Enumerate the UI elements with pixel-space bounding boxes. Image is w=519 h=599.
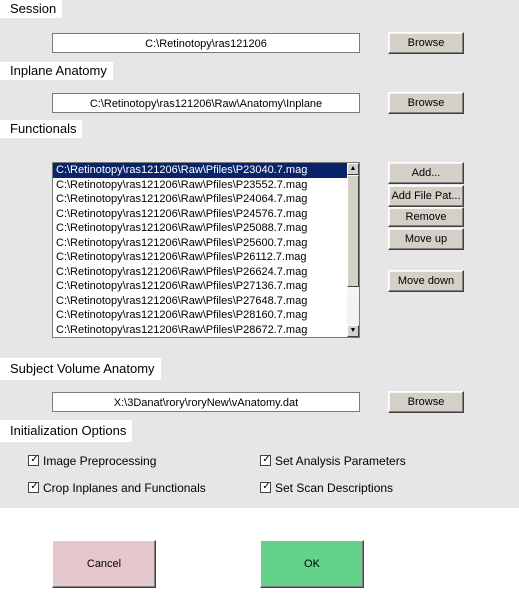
inplane-panel — [0, 62, 519, 120]
add-button[interactable]: Add... — [388, 162, 464, 184]
list-item[interactable]: C:\Retinotopy\ras121206\Raw\Pfiles\P25088.7.mag — [56, 222, 308, 234]
cancel-button[interactable]: Cancel — [52, 540, 156, 588]
set-analysis-params-label: Set Analysis Parameters — [275, 454, 406, 468]
inplane-browse-button[interactable]: Browse — [388, 92, 464, 114]
crop-inplanes-checkbox[interactable] — [28, 482, 39, 493]
list-item[interactable]: C:\Retinotopy\ras121206\Raw\Pfiles\P23040.7.mag — [53, 163, 348, 178]
list-item[interactable]: C:\Retinotopy\ras121206\Raw\Pfiles\P28672.7.mag — [56, 323, 308, 336]
checkmark-icon: ✓ — [30, 454, 39, 466]
scroll-down-arrow-icon[interactable]: ▼ — [347, 325, 359, 337]
set-scan-descriptions-checkbox[interactable] — [260, 482, 271, 493]
scroll-thumb[interactable] — [347, 175, 359, 287]
file-list-scrollbar[interactable] — [347, 163, 359, 337]
inplane-title: Inplane Anatomy — [0, 62, 113, 80]
list-item[interactable]: C:\Retinotopy\ras121206\Raw\Pfiles\P26624.7.mag — [56, 265, 308, 278]
move-down-button[interactable]: Move down — [388, 270, 464, 292]
list-item[interactable]: C:\Retinotopy\ras121206\Raw\Pfiles\P27648.7.mag — [56, 294, 308, 307]
inplane-path-field[interactable]: C:\Retinotopy\ras121206\Raw\Anatomy\Inplane — [52, 93, 360, 113]
subject-volume-title: Subject Volume Anatomy — [0, 358, 161, 380]
image-preprocessing-checkbox[interactable] — [28, 455, 39, 466]
set-analysis-params-checkbox[interactable] — [260, 455, 271, 466]
subject-volume-browse-button[interactable]: Browse — [388, 391, 464, 413]
session-path-field[interactable]: C:\Retinotopy\ras121206 — [52, 33, 360, 53]
functionals-file-list[interactable] — [52, 162, 360, 338]
session-title: Session — [0, 0, 62, 18]
ok-button[interactable]: OK — [260, 540, 364, 588]
list-item[interactable]: C:\Retinotopy\ras121206\Raw\Pfiles\P27136.7.mag — [56, 280, 308, 292]
remove-button[interactable]: Remove — [388, 207, 464, 227]
scroll-up-arrow-icon[interactable]: ▲ — [347, 163, 359, 175]
functionals-title: Functionals — [0, 120, 82, 138]
list-item[interactable]: C:\Retinotopy\ras121206\Raw\Pfiles\P26112.7.mag — [56, 251, 307, 263]
crop-inplanes-label: Crop Inplanes and Functionals — [43, 481, 206, 495]
image-preprocessing-label: Image Preprocessing — [43, 454, 157, 468]
init-options-title: Initialization Options — [0, 420, 132, 442]
move-up-button[interactable]: Move up — [388, 228, 464, 250]
image-preprocessing-option[interactable] — [28, 453, 156, 469]
subject-volume-path-field[interactable]: X:\3Danat\rory\roryNew\vAnatomy.dat — [52, 392, 360, 412]
list-item[interactable]: C:\Retinotopy\ras121206\Raw\Pfiles\P23552.7.mag — [56, 178, 308, 191]
set-scan-descriptions-option[interactable] — [260, 480, 393, 496]
list-item[interactable]: C:\Retinotopy\ras121206\Raw\Pfiles\P28160.7.mag — [56, 309, 308, 321]
set-analysis-params-option[interactable] — [260, 453, 406, 469]
list-item[interactable]: C:\Retinotopy\ras121206\Raw\Pfiles\P24576.7.mag — [56, 207, 308, 220]
subject-volume-panel — [0, 358, 519, 420]
crop-inplanes-option[interactable] — [28, 480, 206, 496]
session-panel — [0, 0, 519, 62]
list-item[interactable]: C:\Retinotopy\ras121206\Raw\Pfiles\P25600.7.mag — [56, 236, 308, 249]
init-options-panel — [0, 420, 519, 508]
session-browse-button[interactable]: Browse — [388, 32, 464, 54]
checkmark-icon: ✓ — [262, 454, 271, 466]
set-scan-descriptions-label: Set Scan Descriptions — [275, 481, 394, 495]
add-file-path-button[interactable]: Add File Pat... — [388, 185, 464, 207]
list-item[interactable]: C:\Retinotopy\ras121206\Raw\Pfiles\P24064.7.mag — [56, 193, 308, 205]
checkmark-icon: ✓ — [30, 481, 39, 493]
file-list-rows — [53, 163, 348, 337]
checkmark-icon: ✓ — [262, 481, 271, 493]
